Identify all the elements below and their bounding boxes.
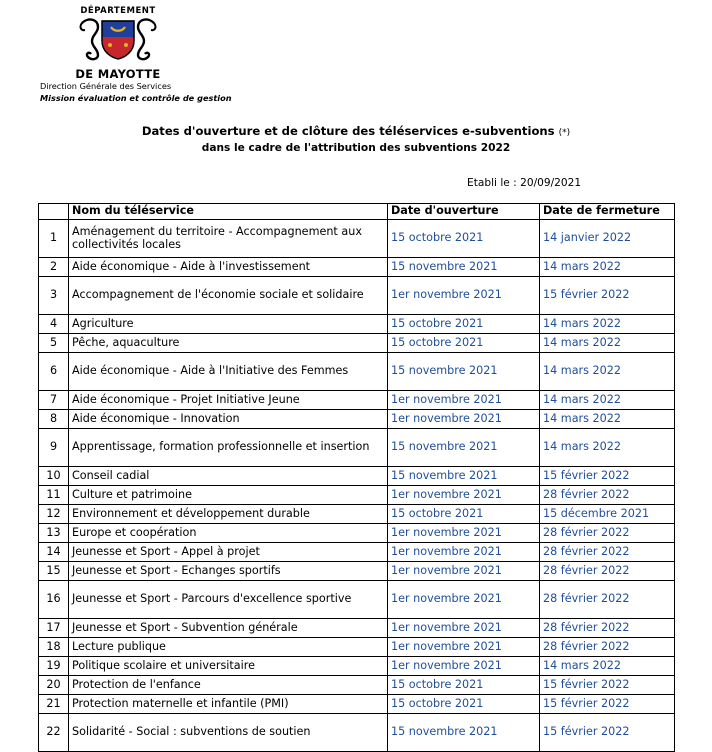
header-open-date: Date d'ouverture [388, 204, 540, 220]
row-close-date: 14 mars 2022 [540, 391, 675, 410]
row-close-date: 28 février 2022 [540, 486, 675, 505]
table-row [39, 619, 675, 638]
table-row [39, 562, 675, 581]
row-open-date: 15 novembre 2021 [388, 429, 540, 467]
row-number: 5 [39, 334, 69, 353]
row-number: 10 [39, 467, 69, 486]
row-open-date: 15 octobre 2021 [388, 334, 540, 353]
row-number: 4 [39, 315, 69, 334]
row-number: 17 [39, 619, 69, 638]
logo [64, 6, 172, 86]
row-service-name: Pêche, aquaculture [69, 334, 388, 353]
header-close-date: Date de fermeture [540, 204, 675, 220]
row-close-date: 15 février 2022 [540, 714, 675, 752]
row-close-date: 14 mars 2022 [540, 334, 675, 353]
row-close-date: 28 février 2022 [540, 543, 675, 562]
row-service-name: Aide économique - Aide à l'Initiative des Femmes [69, 353, 388, 391]
header-name: Nom du téléservice [69, 204, 388, 220]
row-number: 8 [39, 410, 69, 429]
row-number: 1 [39, 220, 69, 258]
document-title [0, 124, 712, 138]
row-close-date: 15 février 2022 [540, 277, 675, 315]
row-number: 21 [39, 695, 69, 714]
table-row [39, 467, 675, 486]
row-number: 2 [39, 258, 69, 277]
table-body [39, 220, 675, 752]
table-row [39, 220, 675, 258]
table-row [39, 657, 675, 676]
row-open-date: 1er novembre 2021 [388, 486, 540, 505]
table-row [39, 410, 675, 429]
table-header-row [39, 204, 675, 220]
row-service-name: Apprentissage, formation professionnelle et insertion [69, 429, 388, 467]
title-asterisk: (*) [558, 128, 571, 138]
row-number: 16 [39, 581, 69, 619]
table-row [39, 429, 675, 467]
row-number: 20 [39, 676, 69, 695]
row-close-date: 14 mars 2022 [540, 353, 675, 391]
title-text: Dates d'ouverture et de clôture des téléservices e-subventions [141, 124, 555, 138]
row-open-date: 1er novembre 2021 [388, 581, 540, 619]
table-row [39, 391, 675, 410]
table-row [39, 353, 675, 391]
row-service-name: Aide économique - Innovation [69, 410, 388, 429]
row-service-name: Solidarité - Social : subventions de soutien [69, 714, 388, 752]
established-date: Etabli le : 20/09/2021 [467, 177, 582, 189]
table-row [39, 543, 675, 562]
row-close-date: 14 mars 2022 [540, 315, 675, 334]
row-service-name: Jeunesse et Sport - Echanges sportifs [69, 562, 388, 581]
row-open-date: 15 octobre 2021 [388, 695, 540, 714]
table-row [39, 315, 675, 334]
table-row [39, 581, 675, 619]
row-service-name: Aménagement du territoire - Accompagnement aux collectivités locales [69, 220, 388, 258]
row-service-name: Agriculture [69, 315, 388, 334]
document-subtitle: dans le cadre de l'attribution des subventions 2022 [201, 142, 511, 154]
table-row [39, 505, 675, 524]
department-mission: Mission évaluation et contrôle de gestion [40, 93, 232, 103]
row-number: 12 [39, 505, 69, 524]
row-open-date: 15 octobre 2021 [388, 220, 540, 258]
row-close-date: 28 février 2022 [540, 562, 675, 581]
row-number: 3 [39, 277, 69, 315]
row-open-date: 15 novembre 2021 [388, 467, 540, 486]
row-close-date: 14 janvier 2022 [540, 220, 675, 258]
row-number: 22 [39, 714, 69, 752]
row-open-date: 15 novembre 2021 [388, 353, 540, 391]
table-row [39, 258, 675, 277]
row-open-date: 15 octobre 2021 [388, 315, 540, 334]
row-service-name: Aide économique - Projet Initiative Jeune [69, 391, 388, 410]
row-service-name: Conseil cadial [69, 467, 388, 486]
row-open-date: 1er novembre 2021 [388, 619, 540, 638]
row-close-date: 15 décembre 2021 [540, 505, 675, 524]
row-open-date: 15 novembre 2021 [388, 714, 540, 752]
row-open-date: 1er novembre 2021 [388, 391, 540, 410]
row-open-date: 1er novembre 2021 [388, 657, 540, 676]
row-open-date: 1er novembre 2021 [388, 524, 540, 543]
table-row [39, 277, 675, 315]
row-service-name: Jeunesse et Sport - Parcours d'excellence sportive [69, 581, 388, 619]
row-service-name: Europe et coopération [69, 524, 388, 543]
table-row [39, 676, 675, 695]
row-service-name: Accompagnement de l'économie sociale et solidaire [69, 277, 388, 315]
row-service-name: Protection maternelle et infantile (PMI) [69, 695, 388, 714]
row-service-name: Jeunesse et Sport - Appel à projet [69, 543, 388, 562]
row-service-name: Environnement et développement durable [69, 505, 388, 524]
row-number: 19 [39, 657, 69, 676]
logo-name: DE MAYOTTE [75, 67, 161, 81]
row-number: 15 [39, 562, 69, 581]
department-direction: Direction Générale des Services [40, 81, 172, 91]
row-open-date: 15 novembre 2021 [388, 258, 540, 277]
row-number: 18 [39, 638, 69, 657]
row-open-date: 1er novembre 2021 [388, 638, 540, 657]
department-seal-icon [76, 17, 160, 61]
row-service-name: Culture et patrimoine [69, 486, 388, 505]
row-close-date: 14 mars 2022 [540, 410, 675, 429]
row-service-name: Lecture publique [69, 638, 388, 657]
row-close-date: 15 février 2022 [540, 467, 675, 486]
table-row [39, 524, 675, 543]
row-number: 6 [39, 353, 69, 391]
table-row [39, 695, 675, 714]
row-close-date: 14 mars 2022 [540, 657, 675, 676]
row-open-date: 1er novembre 2021 [388, 277, 540, 315]
row-number: 9 [39, 429, 69, 467]
row-number: 13 [39, 524, 69, 543]
row-open-date: 1er novembre 2021 [388, 562, 540, 581]
table-row [39, 638, 675, 657]
teleservices-table [38, 203, 675, 752]
row-number: 11 [39, 486, 69, 505]
row-close-date: 28 février 2022 [540, 524, 675, 543]
row-open-date: 1er novembre 2021 [388, 543, 540, 562]
row-service-name: Politique scolaire et universitaire [69, 657, 388, 676]
row-close-date: 14 mars 2022 [540, 258, 675, 277]
table-row [39, 334, 675, 353]
header-number [39, 204, 69, 220]
row-open-date: 15 octobre 2021 [388, 505, 540, 524]
row-service-name: Aide économique - Aide à l'investissement [69, 258, 388, 277]
row-number: 14 [39, 543, 69, 562]
row-service-name: Protection de l'enfance [69, 676, 388, 695]
row-close-date: 15 février 2022 [540, 676, 675, 695]
logo-title: DÉPARTEMENT [80, 6, 156, 16]
row-service-name: Jeunesse et Sport - Subvention générale [69, 619, 388, 638]
row-close-date: 28 février 2022 [540, 638, 675, 657]
table-row [39, 714, 675, 752]
row-close-date: 28 février 2022 [540, 581, 675, 619]
row-close-date: 28 février 2022 [540, 619, 675, 638]
row-close-date: 14 mars 2022 [540, 429, 675, 467]
table-row [39, 486, 675, 505]
row-open-date: 1er novembre 2021 [388, 410, 540, 429]
row-close-date: 15 février 2022 [540, 695, 675, 714]
row-number: 7 [39, 391, 69, 410]
row-open-date: 15 octobre 2021 [388, 676, 540, 695]
